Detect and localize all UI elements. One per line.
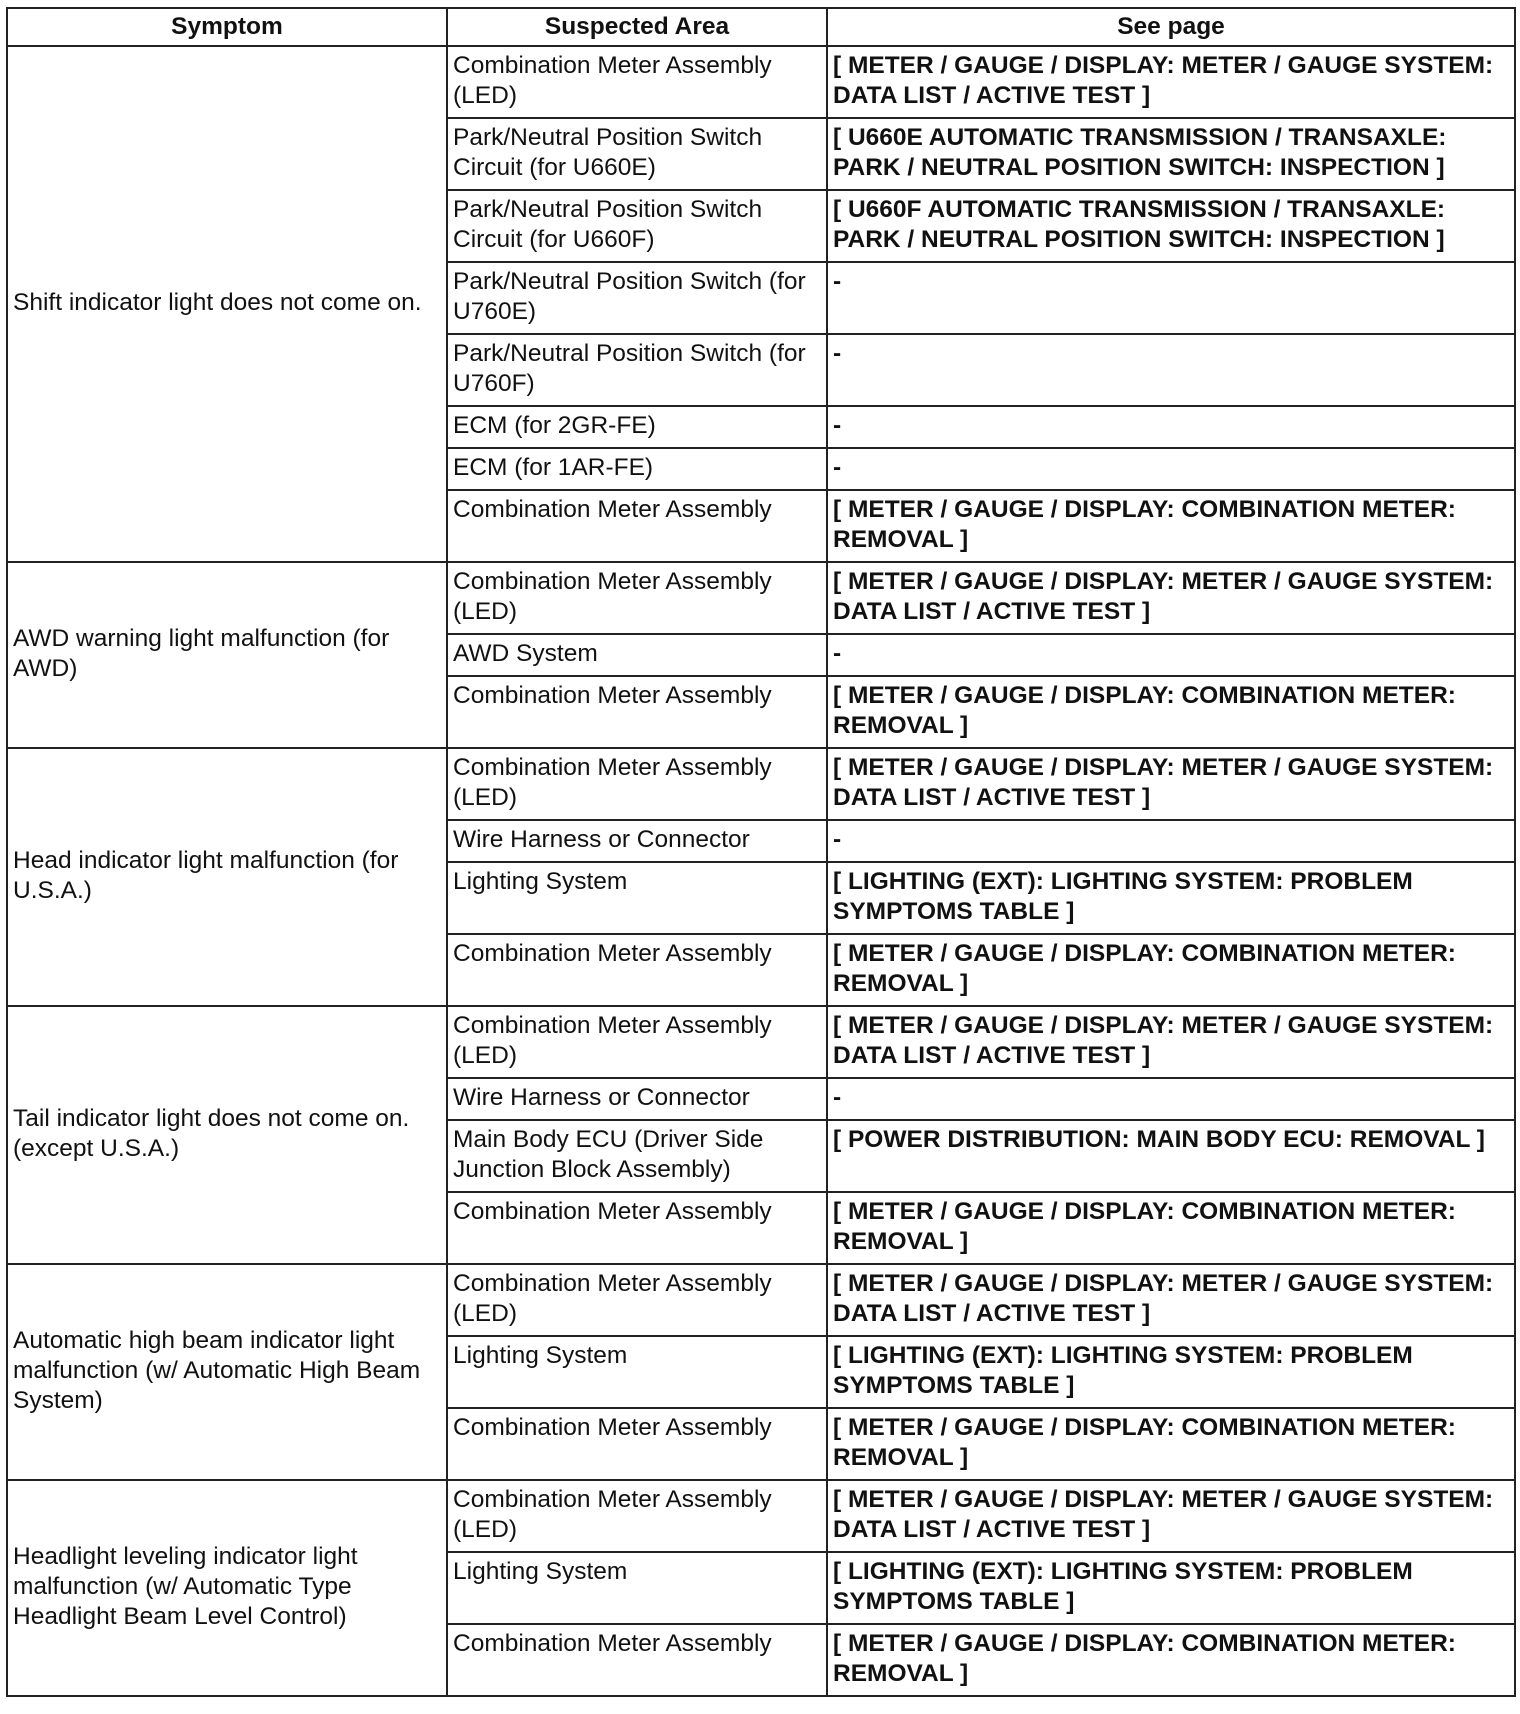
suspected-area-cell: Combination Meter Assembly (LED) [447, 562, 827, 634]
suspected-area-cell: Combination Meter Assembly [447, 934, 827, 1006]
header-suspected-area: Suspected Area [447, 8, 827, 46]
suspected-area-cell: Park/Neutral Position Switch (for U760E) [447, 262, 827, 334]
symptom-cell: Shift indicator light does not come on. [7, 46, 447, 562]
table-body [7, 46, 1515, 1696]
suspected-area-cell: Combination Meter Assembly [447, 1408, 827, 1480]
see-page-cell: - [827, 820, 1515, 862]
suspected-area-cell: Combination Meter Assembly (LED) [447, 46, 827, 118]
see-page-cell: [ METER / GAUGE / DISPLAY: COMBINATION METER: REMOVAL ] [827, 1408, 1515, 1480]
suspected-area-cell: Lighting System [447, 862, 827, 934]
header-row [7, 8, 1515, 46]
see-page-cell: - [827, 634, 1515, 676]
table-row [7, 748, 1515, 820]
see-page-cell: [ METER / GAUGE / DISPLAY: METER / GAUGE SYSTEM: DATA LIST / ACTIVE TEST ] [827, 46, 1515, 118]
see-page-cell: [ METER / GAUGE / DISPLAY: METER / GAUGE SYSTEM: DATA LIST / ACTIVE TEST ] [827, 748, 1515, 820]
suspected-area-cell: Wire Harness or Connector [447, 820, 827, 862]
see-page-cell: [ METER / GAUGE / DISPLAY: COMBINATION METER: REMOVAL ] [827, 1624, 1515, 1696]
suspected-area-cell: Combination Meter Assembly [447, 676, 827, 748]
header-see-page: See page [827, 8, 1515, 46]
header-symptom: Symptom [7, 8, 447, 46]
see-page-cell: [ U660F AUTOMATIC TRANSMISSION / TRANSAXLE: PARK / NEUTRAL POSITION SWITCH: INSPECTION ] [827, 190, 1515, 262]
see-page-cell: [ METER / GAUGE / DISPLAY: COMBINATION METER: REMOVAL ] [827, 1192, 1515, 1264]
suspected-area-cell: Combination Meter Assembly (LED) [447, 1006, 827, 1078]
suspected-area-cell: Main Body ECU (Driver Side Junction Block Assembly) [447, 1120, 827, 1192]
see-page-cell: [ LIGHTING (EXT): LIGHTING SYSTEM: PROBLEM SYMPTOMS TABLE ] [827, 1552, 1515, 1624]
suspected-area-cell: Park/Neutral Position Switch (for U760F) [447, 334, 827, 406]
suspected-area-cell: ECM (for 1AR-FE) [447, 448, 827, 490]
suspected-area-cell: ECM (for 2GR-FE) [447, 406, 827, 448]
see-page-cell: [ METER / GAUGE / DISPLAY: METER / GAUGE SYSTEM: DATA LIST / ACTIVE TEST ] [827, 1264, 1515, 1336]
table-row [7, 562, 1515, 634]
table-row [7, 1480, 1515, 1552]
symptom-cell: Head indicator light malfunction (for U.S.A.) [7, 748, 447, 1006]
symptom-cell: Tail indicator light does not come on. (except U.S.A.) [7, 1006, 447, 1264]
see-page-cell: [ LIGHTING (EXT): LIGHTING SYSTEM: PROBLEM SYMPTOMS TABLE ] [827, 862, 1515, 934]
see-page-cell: - [827, 334, 1515, 406]
table-row [7, 1264, 1515, 1336]
suspected-area-cell: Combination Meter Assembly (LED) [447, 1480, 827, 1552]
table-row [7, 1006, 1515, 1078]
symptom-cell: Headlight leveling indicator light malfunction (w/ Automatic Type Headlight Beam Level Control) [7, 1480, 447, 1696]
suspected-area-cell: Lighting System [447, 1336, 827, 1408]
suspected-area-cell: Combination Meter Assembly [447, 1192, 827, 1264]
symptom-cell: AWD warning light malfunction (for AWD) [7, 562, 447, 748]
see-page-cell: [ LIGHTING (EXT): LIGHTING SYSTEM: PROBLEM SYMPTOMS TABLE ] [827, 1336, 1515, 1408]
see-page-cell: [ METER / GAUGE / DISPLAY: COMBINATION METER: REMOVAL ] [827, 676, 1515, 748]
table-row [7, 46, 1515, 118]
see-page-cell: - [827, 448, 1515, 490]
suspected-area-cell: Lighting System [447, 1552, 827, 1624]
see-page-cell: [ METER / GAUGE / DISPLAY: METER / GAUGE SYSTEM: DATA LIST / ACTIVE TEST ] [827, 1480, 1515, 1552]
see-page-cell: [ POWER DISTRIBUTION: MAIN BODY ECU: REMOVAL ] [827, 1120, 1515, 1192]
see-page-cell: - [827, 262, 1515, 334]
symptom-cell: Automatic high beam indicator light malfunction (w/ Automatic High Beam System) [7, 1264, 447, 1480]
see-page-cell: [ METER / GAUGE / DISPLAY: METER / GAUGE SYSTEM: DATA LIST / ACTIVE TEST ] [827, 562, 1515, 634]
suspected-area-cell: AWD System [447, 634, 827, 676]
problem-symptoms-document [6, 7, 1514, 1697]
see-page-cell: [ U660E AUTOMATIC TRANSMISSION / TRANSAXLE: PARK / NEUTRAL POSITION SWITCH: INSPECTION ] [827, 118, 1515, 190]
suspected-area-cell: Combination Meter Assembly (LED) [447, 748, 827, 820]
problem-symptoms-table [6, 7, 1516, 1697]
see-page-cell: - [827, 406, 1515, 448]
see-page-cell: [ METER / GAUGE / DISPLAY: METER / GAUGE SYSTEM: DATA LIST / ACTIVE TEST ] [827, 1006, 1515, 1078]
see-page-cell: - [827, 1078, 1515, 1120]
suspected-area-cell: Wire Harness or Connector [447, 1078, 827, 1120]
see-page-cell: [ METER / GAUGE / DISPLAY: COMBINATION METER: REMOVAL ] [827, 934, 1515, 1006]
suspected-area-cell: Combination Meter Assembly [447, 1624, 827, 1696]
suspected-area-cell: Combination Meter Assembly [447, 490, 827, 562]
suspected-area-cell: Park/Neutral Position Switch Circuit (for U660F) [447, 190, 827, 262]
see-page-cell: [ METER / GAUGE / DISPLAY: COMBINATION METER: REMOVAL ] [827, 490, 1515, 562]
suspected-area-cell: Park/Neutral Position Switch Circuit (for U660E) [447, 118, 827, 190]
suspected-area-cell: Combination Meter Assembly (LED) [447, 1264, 827, 1336]
